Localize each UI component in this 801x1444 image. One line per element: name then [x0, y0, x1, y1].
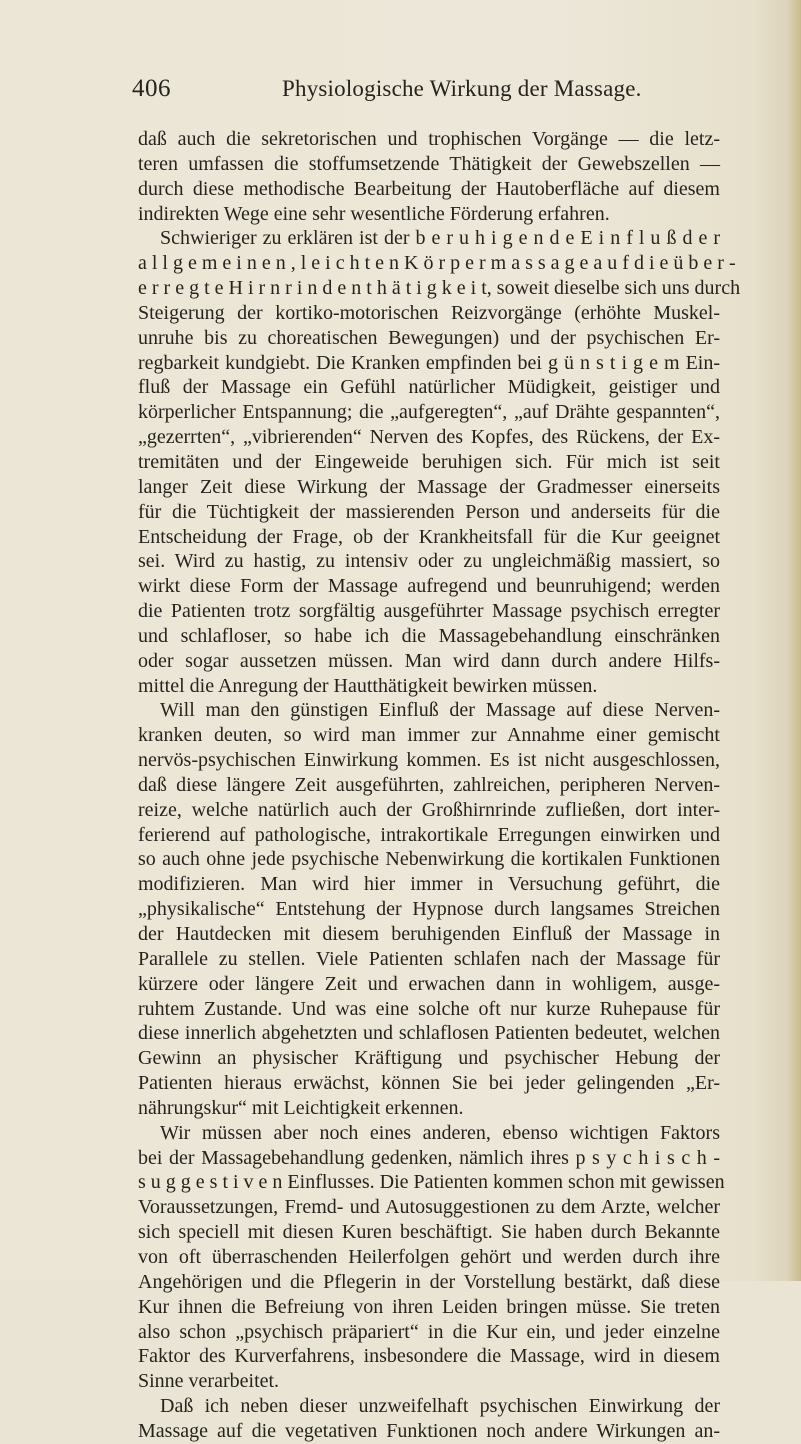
text-line: fluß der Massage ein Gefühl natürlicher Müdigkeit, geistiger und [138, 376, 720, 399]
page-header [132, 74, 727, 106]
text-line: oder sogar aussetzen müssen. Man wird dann durch andere Hilfs- [138, 649, 720, 672]
text-line: Sinne verarbeitet. [138, 1370, 280, 1393]
text-line: sei. Wird zu hastig, zu intensiv oder zu ungleichmäßig massiert, so [138, 550, 720, 573]
text-line: von oft überraschenden Heilerfolgen gehört und werden durch ihre [138, 1245, 720, 1268]
text-line: Steigerung der kortiko-motorischen Reizvorgänge (erhöhte Muskel- [138, 301, 720, 324]
text-line: Schwieriger zu erklären ist der b e r u h i g e n d e E i n f l u ß d e r [160, 227, 720, 250]
page-edge-shadow [787, 0, 801, 1281]
text-line: Parallele zu stellen. Viele Patienten schlafen nach der Massage für [138, 947, 720, 970]
text-line: diese innerlich abgehetzten und schlaflosen Patienten bedeutet, welchen [138, 1022, 720, 1045]
text-line: also schon „psychisch präpariert“ in die Kur ein, und jeder einzelne [138, 1320, 720, 1343]
text-line: Kur ihnen die Befreiung von ihren Leiden bringen müsse. Sie treten [138, 1295, 720, 1318]
text-line: Will man den günstigen Einfluß der Massage auf diese Nerven- [160, 699, 720, 722]
text-line: s u g g e s t i v e n Einflusses. Die Patienten kommen schon mit gewissen [138, 1171, 725, 1194]
text-line: und schlafloser, so habe ich die Massagebehandlung einschränken [138, 624, 720, 647]
text-line: modifizieren. Man wird hier immer in Versuchung geführt, die [138, 873, 720, 896]
text-line: Massage auf die vegetativen Funktionen noch andere Wirkungen an- [138, 1419, 720, 1442]
page-number: 406 [132, 75, 171, 102]
text-line: Daß ich neben dieser unzweifelhaft psychischen Einwirkung der [160, 1395, 720, 1418]
text-line: a l l g e m e i n e n , l e i c h t e n K ö r p e r m a s s a g e a u f d i e ü b e r - [138, 252, 736, 275]
text-line: Wir müssen aber noch eines anderen, ebenso wichtigen Faktors [160, 1121, 720, 1144]
text-line: die Patienten trotz sorgfältig ausgeführter Massage psychisch erregter [138, 600, 720, 623]
text-line: kürzere oder längere Zeit und erwachen dann in wohligem, ausge- [138, 972, 720, 995]
text-line: teren umfassen die stoffumsetzende Thätigkeit der Gewebszellen — [138, 152, 720, 175]
text-line: indirekten Wege eine sehr wesentliche Förderung erfahren. [138, 202, 610, 225]
text-line: Angehörigen und die Pflegerin in der Vorstellung bestärkt, daß diese [138, 1270, 720, 1293]
text-line: „gezerrten“, „vibrierenden“ Nerven des Kopfes, des Rückens, der Ex- [138, 426, 720, 449]
text-line: reize, welche natürlich auch der Großhirnrinde zufließen, dort inter- [138, 798, 720, 821]
text-line: für die Tüchtigkeit der massierenden Person und anderseits für die [138, 500, 720, 523]
text-line: „physikalische“ Entstehung der Hypnose durch langsames Streichen [138, 898, 720, 921]
text-line: ferierend auf pathologische, intrakortikale Erregungen einwirken und [138, 823, 720, 846]
text-line: unruhe bis zu choreatischen Bewegungen) und der psychischen Er- [138, 326, 720, 349]
text-line: daß diese längere Zeit ausgeführten, zahlreichen, peripheren Nerven- [138, 773, 720, 796]
text-line: der Hautdecken mit diesem beruhigenden Einfluß der Massage in [138, 923, 720, 945]
text-line: ruhtem Zustande. Und was eine solche oft nur kurze Ruhepause für [138, 997, 720, 1020]
text-line: kranken deuten, so wird man immer zur Annahme einer gemischt [138, 724, 720, 747]
text-line: Entscheidung der Frage, ob der Krankheitsfall für die Kur geeignet [138, 525, 720, 548]
text-line: so auch ohne jede psychische Nebenwirkung die kortikalen Funktionen [138, 848, 720, 871]
text-line: Faktor des Kurverfahrens, insbesondere die Massage, wird in diesem [138, 1345, 720, 1368]
text-line: nervös-psychischen Einwirkung kommen. Es ist nicht ausgeschlossen, [138, 749, 720, 772]
text-line: mittel die Anregung der Hautthätigkeit bewirken müssen. [138, 674, 598, 697]
text-line: daß auch die sekretorischen und trophischen Vorgänge — die letz- [138, 128, 720, 150]
body-text [138, 127, 741, 1444]
text-line: tremitäten und der Eingeweide beruhigen sich. Für mich ist seit [138, 450, 720, 473]
text-line: durch diese methodische Bearbeitung der Hautoberfläche auf diesem [138, 177, 720, 200]
text-line: nährungskur“ mit Leichtigkeit erkennen. [138, 1096, 464, 1119]
text-line: Gewinn an physischer Kräftigung und psychischer Hebung der [138, 1047, 720, 1070]
text-line: langer Zeit diese Wirkung der Massage der Gradmesser einerseits [138, 475, 720, 498]
text-line: sich speciell mit diesen Kuren beschäftigt. Sie haben durch Bekannte [138, 1221, 720, 1244]
text-line: regbarkeit kundgiebt. Die Kranken empfinden bei g ü n s t i g e m Ein- [138, 351, 720, 374]
text-line: e r r e g t e H i r n r i n d e n t h ä t i g k e i t, soweit dieselbe sich uns durch [138, 277, 741, 300]
text-line: körperlicher Entspannung; die „aufgeregten“, „auf Drähte gespannten“, [138, 401, 720, 424]
text-line: Voraussetzungen, Fremd- und Autosuggestionen zu dem Arzte, welcher [138, 1196, 720, 1219]
text-line: Patienten hieraus erwächst, können Sie bei jeder gelingenden „Er- [138, 1072, 720, 1095]
text-line: wirkt diese Form der Massage aufregend und beunruhigend; werden [138, 575, 720, 598]
running-title: Physiologische Wirkung der Massage. [282, 76, 642, 101]
text-line: bei der Massagebehandlung gedenken, nämlich ihres p s y c h i s c h - [138, 1146, 720, 1169]
